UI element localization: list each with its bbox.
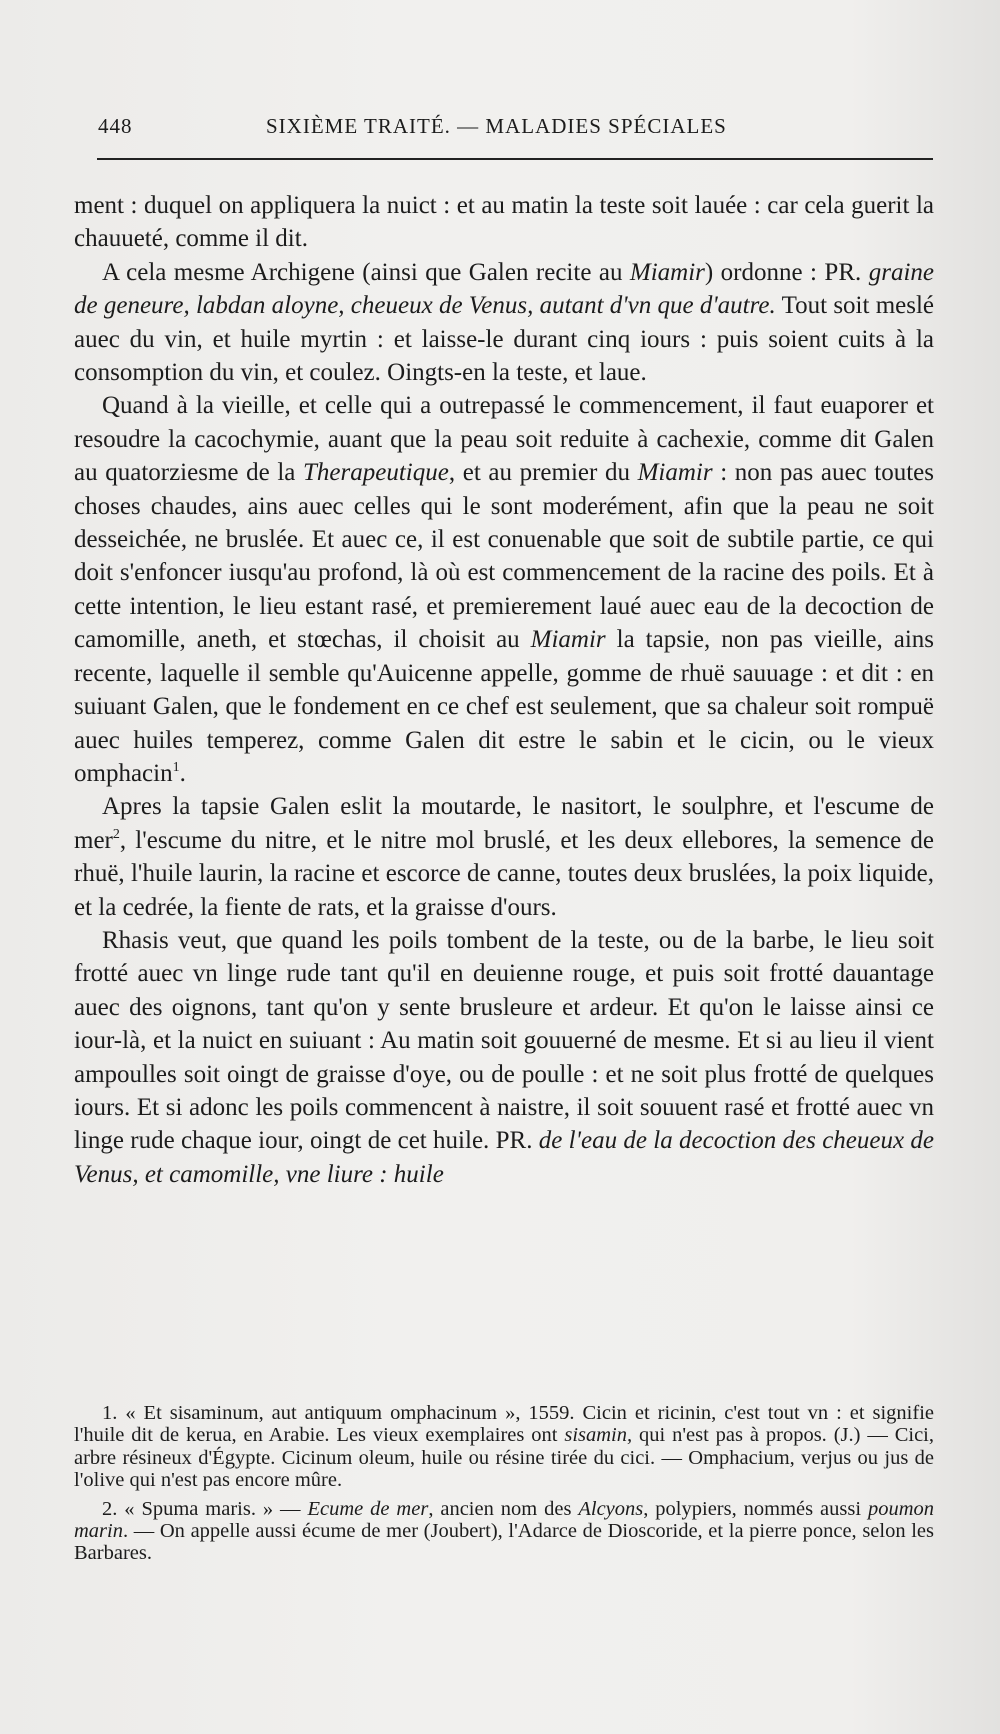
running-title: SIXIÈME TRAITÉ. — MALADIES SPÉCIALES — [266, 114, 727, 138]
text-run: qui n'est pas à propos. (J.) — Cici, arbre résineux d'Égypte. Cicinum oleum, huile ou résine tirée du cici. — Omphacium, verjus ou jus de l'olive qui n'est pas encore mûre. — [74, 1424, 934, 1492]
footnotes — [74, 1402, 934, 1565]
italic-run: sisamin, — [564, 1424, 633, 1447]
main-text — [74, 189, 934, 1191]
text-run: : non pas auec toutes choses chaudes, ains auec celles qui le sont moderément, afin que la peau ne soit desseichée, ne bruslée. Et auec ce, il est conuenable que soit de subtile partie, ce qui doit s'enfoncer iusqu'au profond, là où est commencement de la racine des poils. Et à cette intention, le lieu estant rasé, et premierement laué auec eau de la decoction de camomille, aneth, et stœchas, il choisit au — [74, 459, 934, 654]
paragraph-3 — [74, 389, 934, 790]
text-run: 1. « Et sisaminum, aut antiquum omphacinum », 1559. Cicin et ricinin, c'est tout vn : et signifie l'huile dit de kerua, en Arabie. Les vieux exemplaires ont — [74, 1402, 934, 1447]
italic-run: Therapeutique — [303, 459, 449, 487]
italic-run: Miamir — [637, 459, 713, 487]
italic-run: Alcyons — [578, 1497, 644, 1520]
footnote-2 — [74, 1498, 934, 1565]
paragraph-4 — [74, 790, 934, 924]
italic-run: graine de geneure, labdan aloyne, cheueux de Venus, autant d'vn que d'autre. — [74, 258, 934, 320]
italic-run: Ecume de mer — [307, 1497, 429, 1520]
text-run: 2. « Spuma maris. » — — [102, 1497, 308, 1520]
text-run: . — On appelle aussi écume de mer (Joubert), l'Adarce de Dioscoride, et la pierre ponce, selon les Barbares. — [74, 1520, 934, 1565]
text-run: Quand à la vieille, et celle qui a outrepassé le commencement, il faut euaporer et resoudre la cacochymie, auant que la peau soit reduite à cachexie, comme dit Galen au quatorziesme de la — [74, 392, 934, 487]
text-run: Rhasis veut, que quand les poils tombent de la teste, ou de la barbe, le lieu soit frotté auec vn linge rude tant qu'il en deuienne rouge, et puis soit frotté dauantage auec des oignons, tant qu'on y sente brusleure et ardeur. Et qu'on le laisse ainsi ce iour-là, et la nuict en suiuant : Au matin soit gouuerné de mesme. Et si au lieu il vient ampoulles soit oingt de graisse d'oye, ou de poulle : et ne soit plus frotté de quelques iours. Et si adonc les poils commencent à naistre, il soit souuent rasé et frotté auec vn linge rude chaque iour, oingt de cet huile. PR. — [74, 926, 934, 1155]
text-run: , et au premier du — [448, 459, 638, 487]
text-run: Apres la tapsie Galen eslit la moutarde, le nasitort, le soulphre, et l'escume de mer — [74, 793, 934, 854]
italic-run: Miamir — [629, 258, 705, 286]
text-run: . — [179, 759, 186, 787]
page-number: 448 — [98, 114, 133, 138]
italic-run: de l'eau de la decoction des cheueux de Venus, et camomille, vne liure : huile — [74, 1127, 934, 1188]
text-run: Tout soit meslé auec du vin, et huile myrtin : et laisse-le durant cinq iours : puis soient cuits à la consomption du vin, et coulez. Oingts-en la teste, et laue. — [74, 292, 935, 387]
text-run: A cela mesme Archigene (ainsi que Galen recite au — [102, 258, 630, 286]
italic-run: poumon marin — [74, 1497, 934, 1543]
footnote-1 — [74, 1402, 934, 1492]
text-run: ment : duquel on appliquera la nuict : et au matin la teste soit lauée : car cela guerit la chauueté, comme il dit. — [74, 192, 934, 253]
text-run: , ancien nom des — [428, 1497, 579, 1520]
footnote-ref-2[interactable]: 2 — [112, 826, 120, 842]
text-run: ) ordonne : PR. — [704, 258, 869, 286]
paragraph-2 — [74, 256, 934, 390]
header-rule — [97, 158, 933, 160]
text-run: la tapsie, non pas vieille, ains recente, laquelle il semble qu'Auicenne appelle, gomme de rhuë sauuage : et dit : en suiuant Galen, que le fondement en ce chef est seulement, que sa chaleur soit rompuë auec huiles temperez, comme Galen dit estre le sabin et le cicin, ou le vieux omphacin — [74, 626, 934, 787]
footnote-ref-1[interactable]: 1 — [172, 759, 180, 775]
italic-run: Miamir — [530, 626, 606, 654]
paragraph-1 — [74, 189, 934, 256]
text-run: , polypiers, nommés aussi — [643, 1497, 868, 1520]
text-run: , l'escume du nitre, et le nitre mol bruslé, et les deux ellebores, la semence de rhuë, l'huile laurin, la racine et escorce de canne, toutes deux bruslées, la poix liquide, et la cedrée, la fiente de rats, et la graisse d'ours. — [74, 826, 934, 921]
paragraph-5 — [74, 924, 934, 1191]
